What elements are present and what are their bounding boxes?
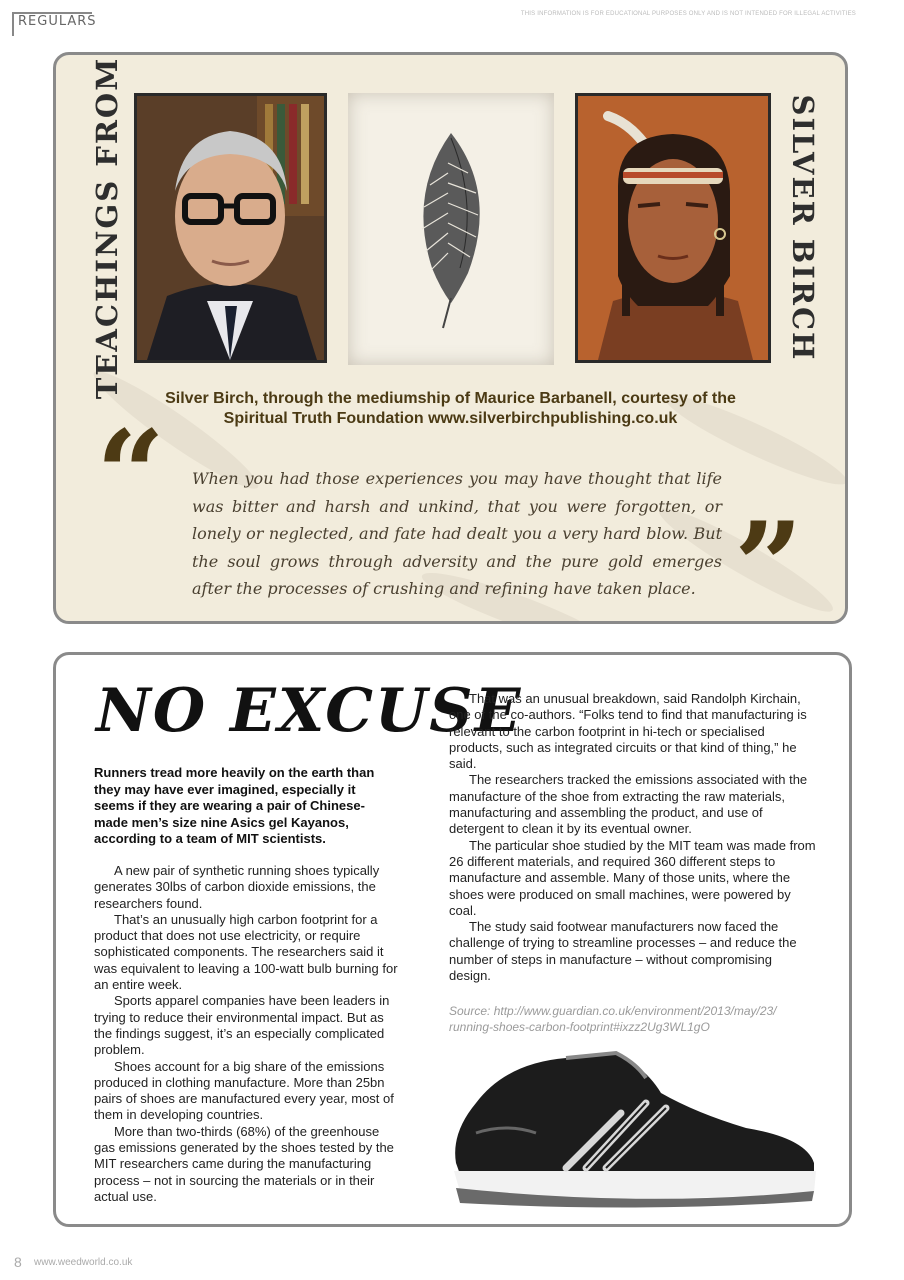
vertical-title-left-wrapper <box>82 56 132 400</box>
caption-line-1: Silver Birch, through the mediumship of Maurice Barbanell, courtesy of the <box>165 390 736 407</box>
article-paragraph: A new pair of synthetic running shoes typically generates 30lbs of carbon dioxide emissions, the researchers found. <box>94 863 380 911</box>
man-portrait-illustration <box>137 96 324 360</box>
vertical-title-right-wrapper <box>778 93 828 363</box>
article-title: NO EXCUSE <box>96 676 523 746</box>
section-label: REGULARS <box>18 14 97 29</box>
article-intro: Runners tread more heavily on the earth than they may have ever imagined, especially it seems if they are wearing a pair of Chinese-made men’s size nine Asics gel Kayanos, according to a team of MIT scientists. <box>94 765 375 846</box>
footer-url: www.weedworld.co.uk <box>34 1257 133 1268</box>
running-shoe-icon <box>446 1043 826 1208</box>
silver-birch-quote: When you had those experiences you may have thought that life was bitter and harsh and unkind, that you were forgotten, or lonely or neglected, and fate had dealt you a very hard blow. But the soul grows through adversity and the pure gold emerges after the processes of crushing and refining have taken place. <box>192 469 722 598</box>
source-line-2: running-shoes-carbon-footprint#ixzz2Ug3WL1gO <box>449 1020 710 1034</box>
feather-icon <box>348 93 554 365</box>
article-paragraph: Sports apparel companies have been leaders in trying to reduce their environmental impact. But as the findings suggest, it’s an especially complicated problem. <box>94 993 390 1058</box>
running-shoe-image <box>446 1043 826 1208</box>
disclaimer: THIS INFORMATION IS FOR EDUCATIONAL PURPOSES ONLY AND IS NOT INTENDED FOR ILLEGAL ACTIVITIES <box>520 11 856 17</box>
article-paragraph: That’s an unusually high carbon footprint for a product that does not use electricity, or require sophisticated components. The researchers said it was equivalent to leaving a 100-watt bulb burning for an entire week. <box>94 911 398 993</box>
portrait-painting-silver-birch <box>575 93 771 363</box>
article-paragraph: The study said footwear manufacturers now faced the challenge of trying to streamline processes – and reduce the number of steps in manufacture – without compromising design. <box>449 919 797 984</box>
open-quote-mark-icon: “ <box>96 404 166 545</box>
source-line-1: Source: http://www.guardian.co.uk/environment/2013/may/23/ <box>449 1004 777 1018</box>
article-column-left <box>94 863 398 1205</box>
article-source <box>449 1003 817 1035</box>
article-paragraph: More than two-thirds (68%) of the greenhouse gas emissions generated by the shoes tested by the MIT researchers came during the manufacturing process – not in sourcing the materials or in their actual use. <box>94 1123 394 1204</box>
native-chief-portrait-illustration <box>578 96 768 360</box>
silver-birch-panel <box>53 52 848 624</box>
vertical-title-right: SILVER BIRCH <box>786 94 820 362</box>
article-paragraph: The researchers tracked the emissions associated with the manufacture of the shoe from extracting the raw materials, manufacturing and assembling the product, and use of detergent to clean it by its eventual owner. <box>449 772 808 837</box>
feather-artwork <box>348 93 554 365</box>
article-paragraph: Shoes account for a big share of the emissions produced in clothing manufacture. More than 25bn pairs of shoes are manufactured every year, most of them in developing countries. <box>94 1058 394 1123</box>
close-quote-mark-icon: ” <box>734 496 804 624</box>
article-paragraph: That was an unusual breakdown, said Randolph Kirchain, one of the co-authors. “Folks tend to find that manufacturing is relevant to the carbon footprint in hi-tech or specialised products, such as integrated circuits or that kind of thing,” he said. <box>449 691 807 772</box>
article-column-right <box>449 691 817 984</box>
portrait-photo-maurice-barbanell <box>134 93 327 363</box>
vertical-title-left: TEACHINGS FROM <box>90 56 124 400</box>
article-paragraph: The particular shoe studied by the MIT team was made from 26 different materials, and required 360 different steps to manufacture and assemble. Many of those units, where the shoes were produced on small machines, were powered by coal. <box>449 837 816 918</box>
article-panel <box>53 652 852 1227</box>
caption-line-2: Spiritual Truth Foundation www.silverbirchpublishing.co.uk <box>223 410 678 427</box>
photo-caption <box>56 389 845 429</box>
page-number: 8 <box>14 1254 22 1270</box>
